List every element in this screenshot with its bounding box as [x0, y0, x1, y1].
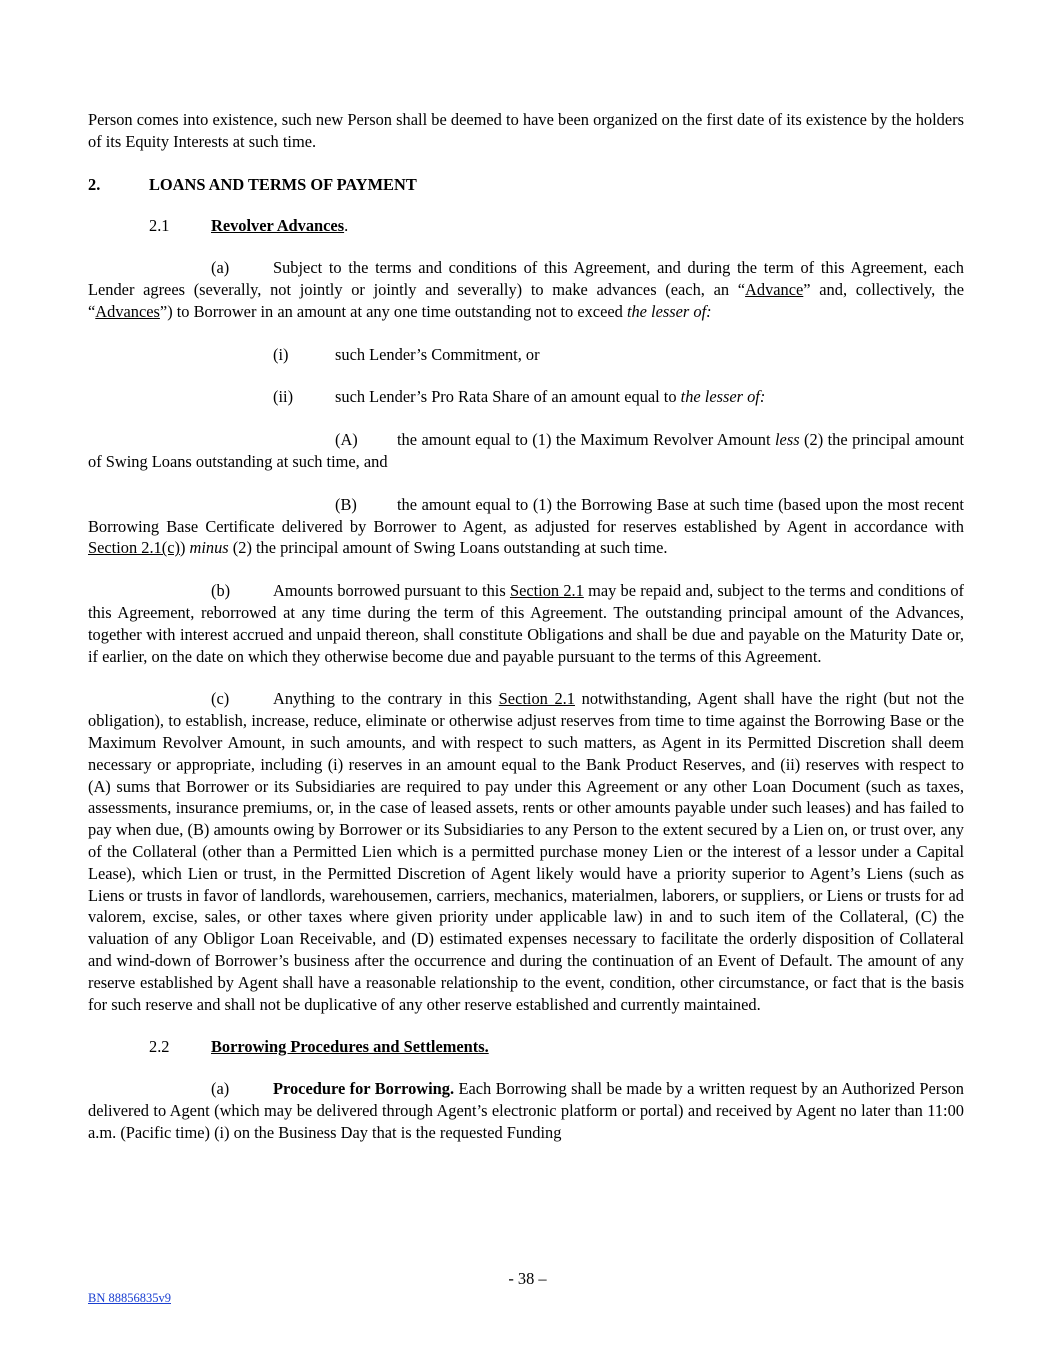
text-run: ” and, collectively, the “: [88, 279, 964, 321]
text-run: notwithstanding, Agent shall have the right (but not the obligation), to establish, increase, reduce, eliminate or otherwise adjust reserves from time to time against the Borrowing Base or the Maximum Revolver Amount, in such amounts, and with respect to such matters, as Agent in its Permitted Discretion shall deem necessary or appropriate, including (i) reserves in an amount equal to the Bank Product Reserves, and (ii) reserves with respect to (A) sums that Borrower or its Subsidiaries are required to pay under this Agreement or any other Loan Document (such as taxes, assessments, insurance premiums, or, in the case of leased assets, rents or other amounts payable under such leases) and has failed to pay when due, (B) amounts owing by Borrower or its Subsidiaries to any Person to the extent secured by a Lien on, or trust over, any of the Collateral (other than a Permitted Lien which is a permitted purchase money Lien or the interest of a lessor under a Capital Lease), which Lien or trust, in the Permitted Discretion of Agent likely would have a priority superior to Agent’s Liens (such as Liens or trusts in favor of landlords, warehousemen, carriers, mechanics, materialmen, laborers, or suppliers, or Liens or trusts for ad valorem, excise, sales, or other taxes where given priority under applicable law) in and to such item of the Collateral, (C) the valuation of any Obligor Loan Receivable, and (D) estimated expenses necessary to facilitate the orderly disposition of Collateral and wind-down of Borrower’s business after the occurrence and during the continuation of an Event of Default. The amount of any reserve established by Agent shall have a reasonable relationship to the event, condition, other circumstance, or fact that is the basis for such reserve and shall not be duplicative of any other reserve established and currently maintained.: [88, 689, 964, 1014]
paragraph-label: (a): [211, 1079, 230, 1099]
defined-term: Advance: [745, 279, 804, 299]
section-number: 2.2: [149, 1037, 170, 1057]
paragraph-title: Procedure for Borrowing.: [273, 1079, 455, 1099]
section-title: Revolver Advances: [211, 216, 345, 236]
paragraph-label: (b): [211, 581, 231, 601]
section-title: LOANS AND TERMS OF PAYMENT: [149, 174, 417, 194]
clause-label: (ii): [273, 387, 294, 407]
text-run: may be repaid and, subject to the terms and conditions of this Agreement, reborrowed at any time during the term of this Agreement. The outstanding principal amount of the Advances, together with interest accrued and unpaid thereon, shall constitute Obligations and shall be due and payable on the Maturity Date or, if earlier, on the date on which they otherwise become due and payable pursuant to the terms of this Agreement.: [88, 581, 965, 666]
paragraph-2-2-a: [88, 1078, 964, 1143]
text-run: Amounts borrowed pursuant to this: [273, 581, 510, 601]
text-run: (2) the principal amount of Swing Loans outstanding at such time, and: [88, 430, 965, 471]
clause-text: such Lender’s Commitment, or: [335, 344, 540, 364]
paragraph-2-1-a: [88, 257, 964, 322]
section-number: 2.1: [149, 216, 170, 236]
clause-B: [88, 494, 964, 559]
text-run: ”) to Borrower in an amount at any one time outstanding not to exceed: [159, 301, 627, 321]
paragraph-2-1-c: [88, 688, 964, 1015]
clause-A: [88, 429, 964, 473]
text-run: ): [179, 538, 190, 558]
clause-i: [88, 344, 964, 366]
text-run: Subject to the terms and conditions of this Agreement, and during the term of this Agreement, each Lender agrees (severally, not jointly or jointly and severally) to make advances (each, an “: [88, 258, 964, 299]
section-reference: Section 2.1: [509, 581, 584, 601]
paragraph-label: (c): [211, 689, 230, 709]
clause-ii: [88, 386, 964, 408]
clause-label: (B): [335, 494, 357, 514]
section-reference: Section 2.1: [498, 689, 575, 709]
italic-text: the lesser of:: [680, 387, 766, 407]
document-body: [88, 109, 964, 1143]
defined-term: Advances: [95, 301, 160, 321]
section-2-1-heading: [88, 215, 964, 237]
clause-label: (A): [335, 430, 358, 450]
section-number: 2.: [88, 174, 101, 194]
text-run: (2) the principal amount of Swing Loans outstanding at such time.: [228, 538, 668, 558]
text-run: the amount equal to (1) the Maximum Revolver Amount: [397, 430, 775, 450]
section-reference: Section 2.1(c): [88, 538, 180, 558]
paragraph-label: (a): [211, 258, 230, 278]
intro-paragraph: Person comes into existence, such new Person shall be deemed to have been organized on the first date of its existence by the holders of its Equity Interests at such time.: [88, 110, 964, 151]
section-2-heading: [88, 174, 964, 196]
text-run: Anything to the contrary in this: [273, 689, 499, 709]
section-title: Borrowing Procedures and Settlements.: [211, 1037, 489, 1057]
text-run: the amount equal to (1) the Borrowing Base at such time (based upon the most recent Borrowing Base Certificate delivered by Borrower to Agent, as adjusted for reserves established by Agent in accordance with: [88, 494, 964, 536]
paragraph-2-1-b: [88, 580, 964, 667]
italic-text: the lesser of:: [626, 301, 712, 321]
page-number: - 38 –: [508, 1269, 547, 1288]
clause-text: such Lender’s Pro Rata Share of an amount equal to: [335, 387, 681, 407]
document-id: BN 88856835v9: [88, 1291, 171, 1305]
italic-text: less: [774, 430, 800, 450]
heading-period: .: [344, 216, 349, 236]
text-run: Each Borrowing shall be made by a written request by an Authorized Person delivered to Agent (which may be delivered through Agent’s electronic platform or portal) and received by Agent no later than 11:00 a.m. (Pacific time) (i) on the Business Day that is the requested Funding: [88, 1079, 964, 1142]
clause-label: (i): [273, 344, 289, 364]
section-2-2-heading: [88, 1036, 964, 1058]
italic-text: minus: [189, 538, 229, 558]
